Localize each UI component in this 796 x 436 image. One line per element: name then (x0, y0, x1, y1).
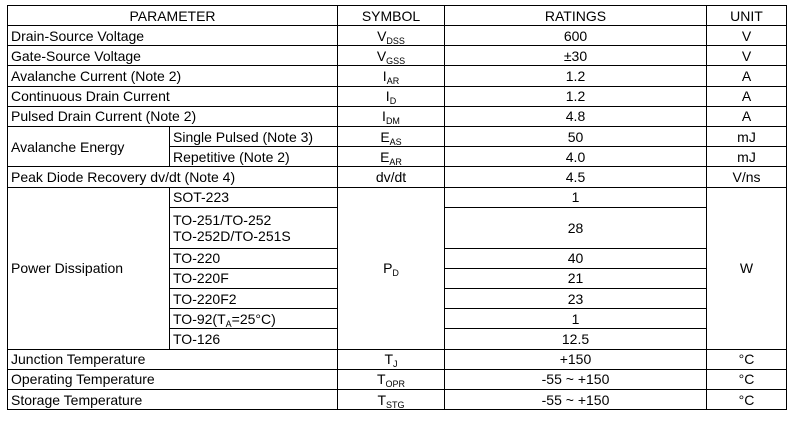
table-row (8, 167, 787, 187)
package-cell: TO-220F2 (170, 289, 338, 309)
package-cell: TO-126 (170, 329, 338, 349)
table-row (8, 390, 787, 410)
package-cell: TO-220F (170, 268, 338, 288)
param-cell: Junction Temperature (8, 349, 338, 369)
unit-cell: mJ (707, 147, 787, 167)
header-unit: UNIT (707, 6, 787, 26)
param-cell: Pulsed Drain Current (Note 2) (8, 106, 338, 126)
symbol-cell: $E_{AS}$ (338, 126, 445, 146)
table-row (8, 369, 787, 389)
table-row (8, 187, 787, 207)
sub-param-cell: Repetitive (Note 2) (170, 147, 338, 167)
rating-cell: 28 (445, 207, 707, 248)
unit-cell: A (707, 86, 787, 106)
unit-cell: mJ (707, 126, 787, 146)
rating-cell: 40 (445, 248, 707, 268)
rating-cell: 600 (445, 26, 707, 46)
header-ratings: RATINGS (445, 6, 707, 26)
sub-param-cell: Single Pulsed (Note 3) (170, 126, 338, 146)
table-row (8, 126, 787, 146)
symbol-cell: $I_D$ (338, 86, 445, 106)
symbol-cell: $P_D$ (338, 187, 445, 349)
package-cell: TO-251/TO-252 TO-252D/TO-251S (170, 207, 338, 248)
table-row (8, 66, 787, 86)
absolute-maximum-ratings-table (7, 5, 787, 410)
unit-cell: V (707, 26, 787, 46)
rating-cell: 4.5 (445, 167, 707, 187)
param-cell: Continuous Drain Current (8, 86, 338, 106)
table-row (8, 46, 787, 66)
rating-cell: 1.2 (445, 66, 707, 86)
rating-cell: 4.0 (445, 147, 707, 167)
rating-cell: 1 (445, 187, 707, 207)
unit-cell: °C (707, 369, 787, 389)
table-row (8, 106, 787, 126)
package-cell: SOT-223 (170, 187, 338, 207)
unit-cell: °C (707, 349, 787, 369)
rating-cell: 1 (445, 309, 707, 329)
param-cell: Gate-Source Voltage (8, 46, 338, 66)
param-cell: Storage Temperature (8, 390, 338, 410)
table-row (8, 26, 787, 46)
unit-cell: °C (707, 390, 787, 410)
table-row (8, 86, 787, 106)
rating-cell: 50 (445, 126, 707, 146)
unit-cell: V/ns (707, 167, 787, 187)
rating-cell: 1.2 (445, 86, 707, 106)
unit-cell: A (707, 66, 787, 86)
symbol-cell: $V_{DSS}$ (338, 26, 445, 46)
rating-cell: 12.5 (445, 329, 707, 349)
rating-cell: 23 (445, 289, 707, 309)
symbol-cell: $V_{GSS}$ (338, 46, 445, 66)
unit-cell: A (707, 106, 787, 126)
symbol-cell: $I_{DM}$ (338, 106, 445, 126)
unit-cell: V (707, 46, 787, 66)
table-row (8, 349, 787, 369)
header-symbol: SYMBOL (338, 6, 445, 26)
rating-cell: -55 ~ +150 (445, 390, 707, 410)
param-cell: Peak Diode Recovery dv/dt (Note 4) (8, 167, 338, 187)
param-cell: Power Dissipation (8, 187, 170, 349)
symbol-cell: $T_{STG}$ (338, 390, 445, 410)
package-cell: $TO-92(T_A=25^\circ C)$ (170, 309, 338, 329)
param-cell: Drain-Source Voltage (8, 26, 338, 46)
symbol-cell: $T_J$ (338, 349, 445, 369)
rating-cell: ±30 (445, 46, 707, 66)
rating-cell: +150 (445, 349, 707, 369)
rating-cell: 21 (445, 268, 707, 288)
param-cell: Operating Temperature (8, 369, 338, 389)
unit-cell: W (707, 187, 787, 349)
rating-cell: -55 ~ +150 (445, 369, 707, 389)
symbol-cell: dv/dt (338, 167, 445, 187)
symbol-cell: $E_{AR}$ (338, 147, 445, 167)
rating-cell: 4.8 (445, 106, 707, 126)
symbol-cell: $I_{AR}$ (338, 66, 445, 86)
header-parameter: PARAMETER (8, 6, 338, 26)
header-row (8, 6, 787, 26)
param-cell: Avalanche Current (Note 2) (8, 66, 338, 86)
param-cell: Avalanche Energy (8, 126, 170, 166)
package-cell: TO-220 (170, 248, 338, 268)
symbol-cell: $T_{OPR}$ (338, 369, 445, 389)
